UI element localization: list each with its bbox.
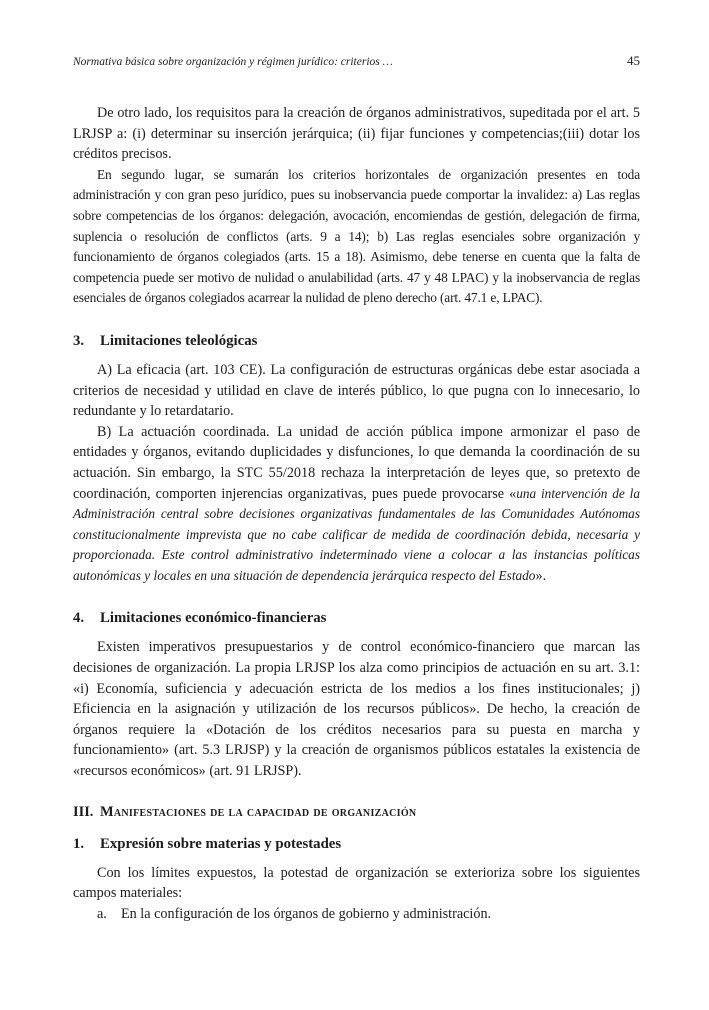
- paragraph-coordination: [73, 422, 640, 587]
- page-number: 45: [627, 53, 640, 68]
- heading-number: 3.: [73, 332, 85, 349]
- list-item: [73, 904, 640, 925]
- paragraph-creation-requirements: De otro lado, los requisitos para la creación de órganos administrativos, supeditada por el art. 5 LRJSP a: (i) determinar su inserción jerárquica; (ii) fijar funciones y competencias;(iii) dotar los créditos precisos.: [73, 105, 640, 163]
- heading-title: Manifestaciones de la capacidad de organización: [100, 803, 417, 820]
- quote-close: ».: [535, 567, 547, 584]
- paragraph-budget: Existen imperativos presupuestarios y de control económico-financiero que marcan las decisiones de organización. La propia LRJSP los alza como principios de actuación en su art. 3.1: «i) Economía, suficiencia y adecuación estricta de los medios a los fines institucionales; j) Eficiencia en la asignación y utilización de los recursos públicos». De hecho, la creación de órganos requiere la «Dotación de los créditos necesarios para su puesta en marcha y funcionamiento» (art. 5.3 LRJSP) y la creación de organismos públicos estatales la existencia de «recursos económicos» (art. 91 LRJSP).: [73, 639, 640, 780]
- page-body: [73, 103, 640, 924]
- heading-section-4: [73, 608, 640, 628]
- heading-title: Expresión sobre materias y potestades: [100, 835, 342, 852]
- heading-number: 1.: [73, 835, 85, 852]
- heading-section-III: [73, 802, 640, 822]
- list-marker: a.: [97, 905, 107, 922]
- heading-title: Limitaciones teleológicas: [100, 332, 258, 349]
- paragraph-material-fields: Con los límites expuestos, la potestad de organización se exterioriza sobre los siguientes campos materiales:: [73, 864, 640, 902]
- running-title: Normativa básica sobre organización y régimen jurídico: criterios …: [73, 56, 393, 68]
- heading-title: Limitaciones económico-financieras: [100, 610, 327, 627]
- heading-number: III.: [73, 803, 94, 820]
- paragraph-efficacy: A) La eficacia (art. 103 CE). La configuración de estructuras orgánicas debe estar asociada a criterios de necesidad y utilidad en clave de interés público, lo que pugna con lo innecesario, lo redundante y lo retardatario.: [73, 361, 640, 420]
- heading-number: 4.: [73, 610, 85, 627]
- running-header: [73, 53, 640, 69]
- stc-quote: una intervención de la Administración central sobre decisiones organizativas fundamentales de las Comunidades Autónomas constitucionalmente imprevista que no cabe calificar de medida de coordinación debida, necesaria y proporcionada. Este control administrativo indeterminado viene a colocar a las instancias políticas autonómicas y locales en una situación de dependencia jerárquica respecto del Estado: [73, 485, 640, 583]
- coordination-text: B) La actuación coordinada. La unidad de acción pública impone armonizar el paso de entidades y órganos, evitando duplicidades y disfunciones, lo que demanda la coordinación de su actuación. Sin embargo, la STC 55/2018 rechaza la interpretación de leyes que, so pretexto de coordinación, comporten injerencias organizativas, pues puede provocarse «: [73, 423, 640, 502]
- heading-section-3: [73, 331, 640, 351]
- heading-subsection-1: [73, 834, 640, 854]
- list-item-text: En la configuración de los órganos de gobierno y administración.: [121, 905, 492, 922]
- paragraph-horizontal-criteria: En segundo lugar, se sumarán los criterios horizontales de organización presentes en toda administración y con gran peso jurídico, pues su inobservancia puede comportar la invalidez: a) Las reglas sobre competencias de los órganos: delegación, avocación, encomiendas de gestión, delegación de firma, suplencia o resolución de conflictos (arts. 9 a 14); b) Las reglas esenciales sobre organización y funcionamiento de órganos colegiados (arts. 15 a 18). Asimismo, debe tenerse en cuenta que la falta de competencia puede ser motivo de nulidad o anulabilidad (arts. 47 y 48 LPAC) y la inobservancia de reglas esenciales de órganos colegiados acarrear la nulidad de pleno derecho (art. 47.1 e, LPAC).: [73, 166, 640, 306]
